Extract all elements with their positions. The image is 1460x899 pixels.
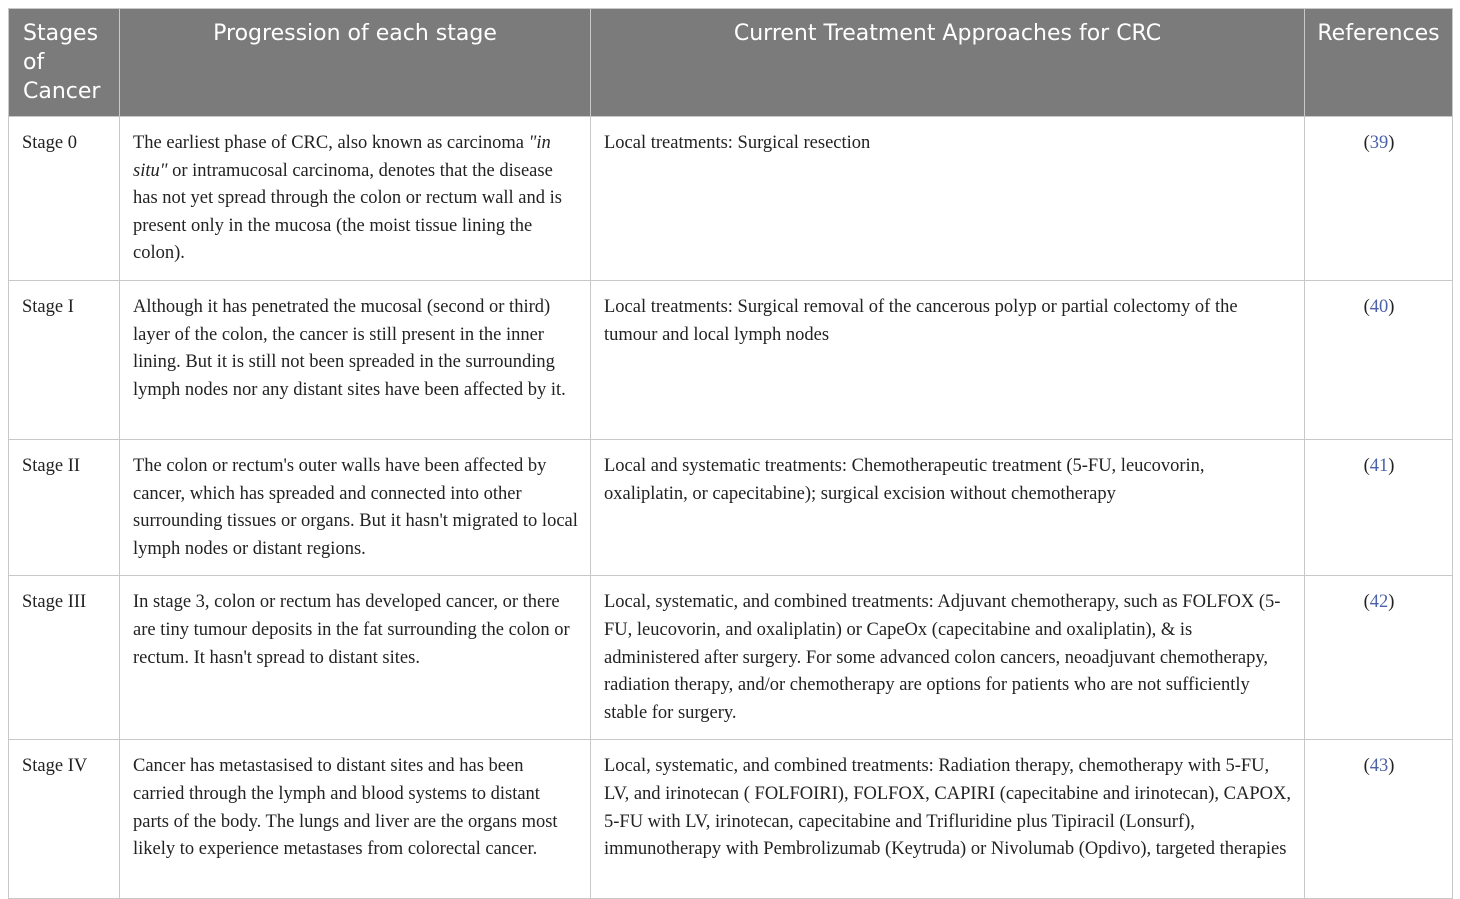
header-references: References [1305, 9, 1453, 117]
progression-cell: Although it has penetrated the mucosal (second or third) layer of the colon, the cancer is still present in the inner lining. But it is still not been spreaded in the surrounding lymph nodes nor any distant sites have been affected by it. [120, 280, 591, 439]
stage-cell: Stage II [9, 439, 120, 575]
reference-cell: (41) [1305, 439, 1453, 575]
header-stages: Stages of Cancer [9, 9, 120, 117]
progression-cell: In stage 3, colon or rectum has developed cancer, or there are tiny tumour deposits in the fat surrounding the colon or rectum. It hasn't spread to distant sites. [120, 576, 591, 740]
table-row [9, 117, 1453, 281]
stage-cell: Stage III [9, 576, 120, 740]
table-row [9, 740, 1453, 899]
stage-cell: Stage 0 [9, 117, 120, 281]
treatment-cell: Local and systematic treatments: Chemotherapeutic treatment (5-FU, leucovorin, oxaliplatin, or capecitabine); surgical excision without chemotherapy [591, 439, 1305, 575]
reference-link[interactable]: 40 [1369, 296, 1389, 317]
progression-cell [120, 117, 591, 281]
reference-link[interactable]: 39 [1369, 133, 1389, 153]
table-row [9, 576, 1453, 740]
table-row [9, 280, 1453, 439]
treatment-cell: Local treatments: Surgical removal of the cancerous polyp or partial colectomy of the tumour and local lymph nodes [591, 280, 1305, 439]
stage-cell: Stage IV [9, 740, 120, 899]
reference-cell: (40) [1305, 280, 1453, 439]
reference-cell: (39) [1305, 117, 1453, 281]
reference-link[interactable]: 41 [1369, 455, 1389, 476]
treatment-cell: Local treatments: Surgical resection [591, 117, 1305, 281]
progression-cell: The colon or rectum's outer walls have been affected by cancer, which has spreaded and connected into other surrounding tissues or organs. But it hasn't migrated to local lymph nodes or distant regions. [120, 439, 591, 575]
progression-cell: Cancer has metastasised to distant sites and has been carried through the lymph and blood systems to distant parts of the body. The lungs and liver are the organs most likely to experience metastases from colorectal cancer. [120, 740, 591, 899]
reference-cell: (42) [1305, 576, 1453, 740]
progression-italic-text: "in situ" [133, 133, 551, 181]
table-row [9, 439, 1453, 575]
treatment-cell: Local, systematic, and combined treatments: Radiation therapy, chemotherapy with 5-FU, LV, and irinotecan ( FOLFOIRI), FOLFOX, CAPIRI (capecitabine and irinotecan), CAPOX, 5-FU with LV, irinotecan, capecitabine and Trifluridine plus Tipiracil (Lonsurf), immunotherapy with Pembrolizumab (Keytruda) or Nivolumab (Opdivo), targeted therapies [591, 740, 1305, 899]
header-row [9, 9, 1453, 117]
crc-treatment-table [8, 8, 1453, 899]
treatment-cell: Local, systematic, and combined treatments: Adjuvant chemotherapy, such as FOLFOX (5-FU, leucovorin, and oxaliplatin) or CapeOx (capecitabine and oxaliplatin), & is administered after surgery. For some advanced colon cancers, neoadjuvant chemotherapy, radiation therapy, and/or chemotherapy are options for patients who are not sufficiently stable for surgery. [591, 576, 1305, 740]
header-treatment: Current Treatment Approaches for CRC [591, 9, 1305, 117]
stage-cell: Stage I [9, 280, 120, 439]
reference-link[interactable]: 43 [1369, 756, 1389, 777]
header-progression: Progression of each stage [120, 9, 591, 117]
reference-cell: (43) [1305, 740, 1453, 899]
progression-text: or intramucosal carcinoma, denotes that the disease has not yet spread through the colon or rectum wall and is present only in the mucosa (the moist tissue lining the colon). [133, 160, 562, 264]
reference-link[interactable]: 42 [1369, 592, 1389, 613]
progression-text: The earliest phase of CRC, also known as carcinoma [133, 133, 529, 153]
